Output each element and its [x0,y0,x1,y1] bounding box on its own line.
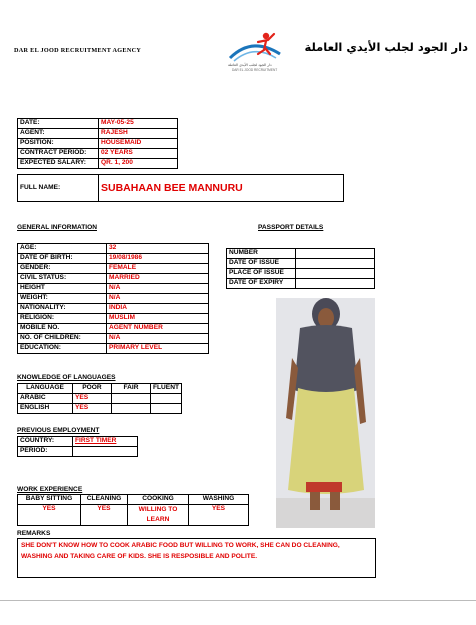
full-name-value: SUBAHAAN BEE MANNURU [99,175,344,202]
general-value: FEMALE [107,264,209,274]
languages-table [17,383,182,414]
general-value: 32 [107,244,209,254]
general-value: N/A [107,294,209,304]
previous-employment-table [17,436,138,457]
general-value: N/A [107,334,209,344]
passport-label: DATE OF ISSUE [227,259,296,269]
previous-employment-heading: PREVIOUS EMPLOYMENT [17,427,100,434]
table-row [227,249,375,259]
general-label: EDUCATION: [18,344,107,354]
skill-cooking-line2: LEARN [146,515,170,523]
passport-value [296,279,375,289]
language-fair [111,404,150,414]
table-row [18,324,209,334]
table-header-row [18,384,182,394]
general-label: RELIGION: [18,314,107,324]
general-info-heading: GENERAL INFORMATION [17,224,97,231]
passport-label: NUMBER [227,249,296,259]
employment-label: COUNTRY: [18,437,73,447]
general-value: PRIMARY LEVEL [107,344,209,354]
table-row [18,505,249,526]
general-label: WEIGHT: [18,294,107,304]
table-row [18,304,209,314]
general-value: INDIA [107,304,209,314]
column-header: WASHING [189,495,249,505]
table-row [18,447,138,457]
summary-label: AGENT: [18,129,99,139]
summary-label: EXPECTED SALARY: [18,159,99,169]
agency-name-english: DAR EL JOOD RECRUITMENT AGENCY [14,47,142,54]
general-label: CIVIL STATUS: [18,274,107,284]
table-row [18,437,138,447]
table-row [18,344,209,354]
work-experience-heading: WORK EXPERIENCE [17,486,83,493]
general-value: MUSLIM [107,314,209,324]
table-row [227,279,375,289]
column-header: BABY SITTING [18,495,81,505]
summary-row [18,159,178,169]
passport-value [296,269,375,279]
language-fair [111,394,150,404]
column-header: CLEANING [81,495,128,505]
summary-row [18,149,178,159]
table-row [18,404,182,414]
passport-label: DATE OF EXPIRY [227,279,296,289]
skill-washing: YES [189,505,249,526]
table-row [18,244,209,254]
table-row [227,269,375,279]
column-header: FAIR [111,384,150,394]
summary-row [18,139,178,149]
summary-value: MAY-05-25 [99,119,178,129]
summary-label: CONTRACT PERIOD: [18,149,99,159]
language-fluent [150,404,181,414]
table-row [18,254,209,264]
table-row [227,259,375,269]
column-header: POOR [72,384,111,394]
summary-value: QR. 1, 200 [99,159,178,169]
general-label: HEIGHT [18,284,107,294]
summary-value: 02 YEARS [99,149,178,159]
full-name-label: FULL NAME: [18,175,99,202]
skill-cooking-line1: WILLING TO [138,506,178,513]
column-header: FLUENT [150,384,181,394]
general-label: MOBILE NO. [18,324,107,334]
column-header: LANGUAGE [18,384,73,394]
general-value: N/A [107,284,209,294]
work-experience-table [17,494,249,526]
summary-table [17,118,178,169]
passport-value [296,249,375,259]
logo-caption-arabic: دار الجود لجلب الأيدي العاملة [228,63,272,67]
general-label: NATIONALITY: [18,304,107,314]
applicant-photo [276,298,375,528]
skill-cleaning: YES [81,505,128,526]
full-name-table [17,174,344,202]
table-row [18,284,209,294]
page-divider [0,600,476,601]
passport-value [296,259,375,269]
general-label: GENDER: [18,264,107,274]
general-label: DATE OF BIRTH: [18,254,107,264]
table-row [18,314,209,324]
languages-heading: KNOWLEDGE OF LANGUAGES [17,374,116,381]
employment-value [73,447,138,457]
language-poor: YES [72,404,111,414]
summary-value: RAJESH [99,129,178,139]
employment-label: PERIOD: [18,447,73,457]
language-name: ENGLISH [18,404,73,414]
table-row [18,294,209,304]
passport-heading: PASSPORT DETAILS [258,224,324,231]
language-name: ARABIC [18,394,73,404]
logo-caption-english: DAR EL JOOD RECRUITMENT [232,68,278,72]
summary-label: POSITION: [18,139,99,149]
language-poor: YES [72,394,111,404]
general-label: AGE: [18,244,107,254]
table-row [18,264,209,274]
agency-name-arabic: دار الجود لجلب الأيدي العاملة [304,40,468,54]
employment-value: FIRST TIMER [73,437,138,447]
summary-value: HOUSEMAID [99,139,178,149]
remarks-heading: REMARKS [17,530,51,537]
table-row [18,394,182,404]
column-header: COOKING [128,495,189,505]
general-value: 19/08/1986 [107,254,209,264]
passport-table [226,248,375,289]
summary-label: DATE: [18,119,99,129]
table-header-row [18,495,249,505]
remarks-text: SHE DON'T KNOW HOW TO COOK ARABIC FOOD BUT WILLING TO WORK, SHE CAN DO CLEANING, WASHING AND TAKING CARE OF KIDS. SHE IS RESPOSIBLE AND POLITE. [17,538,376,578]
skill-cooking [128,505,189,526]
summary-row [18,129,178,139]
table-row [18,274,209,284]
language-fluent [150,394,181,404]
summary-row [18,119,178,129]
passport-label: PLACE OF ISSUE [227,269,296,279]
table-row [18,334,209,344]
skill-baby-sitting: YES [18,505,81,526]
general-label: NO. OF CHILDREN: [18,334,107,344]
general-info-table [17,243,209,354]
general-value: MARRIED [107,274,209,284]
general-value: AGENT NUMBER [107,324,209,334]
